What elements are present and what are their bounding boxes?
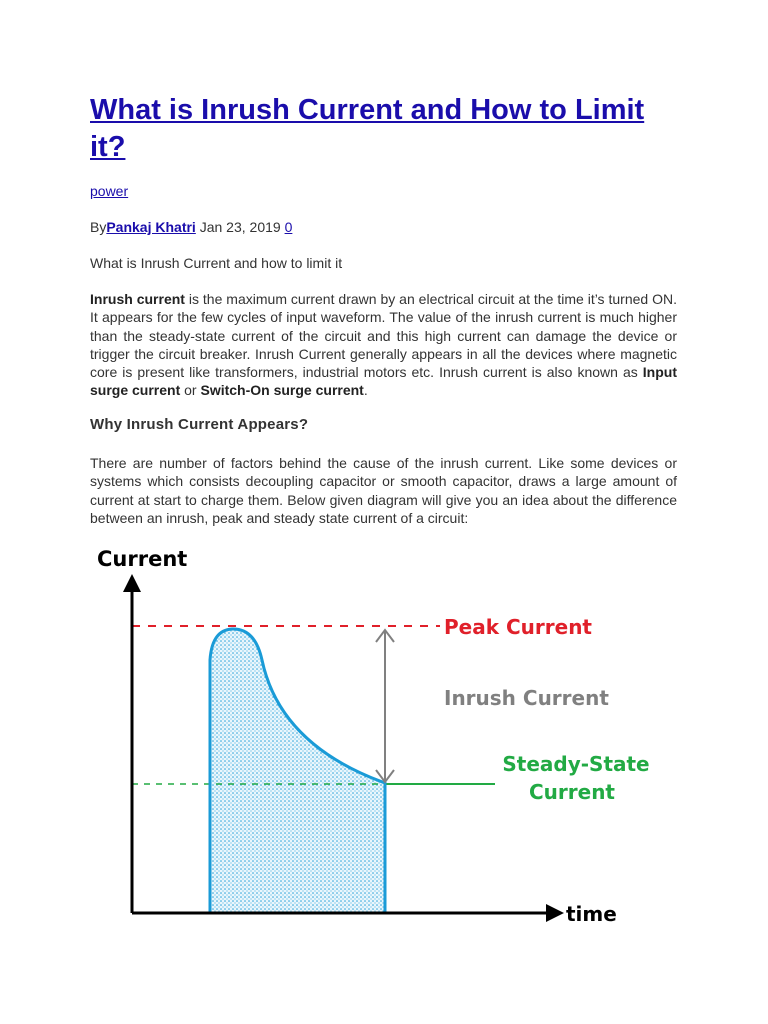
peak-current-label: Peak Current	[444, 615, 592, 639]
post-date: Jan 23, 2019	[199, 219, 281, 235]
axes	[123, 574, 564, 922]
intro-or: or	[180, 382, 201, 399]
intro-paragraph	[90, 290, 677, 400]
term-inrush-current: Inrush current	[90, 291, 185, 307]
x-axis-arrow-icon	[546, 904, 564, 922]
steady-state-label-line1: Steady-State	[502, 752, 650, 776]
y-axis-label: Current	[97, 547, 188, 571]
comment-count-link[interactable]: 0	[284, 219, 293, 235]
inrush-arrow	[376, 630, 394, 782]
y-axis-arrow-icon	[123, 574, 141, 592]
steady-state-label-line2: Current	[528, 780, 616, 804]
inrush-current-label: Inrush Current	[444, 686, 609, 710]
inrush-area	[210, 629, 385, 912]
intro-end: .	[363, 382, 368, 399]
inrush-curve	[210, 629, 385, 912]
article-subtitle: What is Inrush Current and how to limit it	[90, 255, 343, 271]
article-title[interactable]: What is Inrush Current and How to Limit it?	[90, 94, 645, 163]
category-link[interactable]: power	[90, 183, 129, 199]
cause-paragraph: There are number of factors behind the cause of the inrush current. Like some devices or systems which consists decoupling capacitor or smooth capacitor, draws a large amount of current at start to charge them. Below given diagram will give you an idea about the difference between an inrush, peak and steady state current of a circuit:	[90, 455, 677, 526]
intro-text: is the maximum current drawn by an electrical circuit at the time it’s turned ON. It appears for the few cycles of input waveform. The value of the inrush current is much higher than the steady-state current of the circuit and this high current can damage the device or trigger the circuit breaker. Inrush Current generally appears in all the devices where magnetic core is present like transformers, industrial motors etc. Inrush current is also known as	[90, 291, 678, 381]
x-axis-label: time	[566, 902, 617, 926]
byline	[90, 219, 292, 235]
author-link[interactable]: Pankaj Khatri	[106, 219, 196, 235]
section-heading: Why Inrush Current Appears?	[90, 416, 309, 433]
term-input-surge: Input surge current	[90, 364, 677, 399]
term-switch-on-surge: Switch-On surge current	[200, 382, 364, 399]
byline-prefix: By	[90, 219, 107, 235]
